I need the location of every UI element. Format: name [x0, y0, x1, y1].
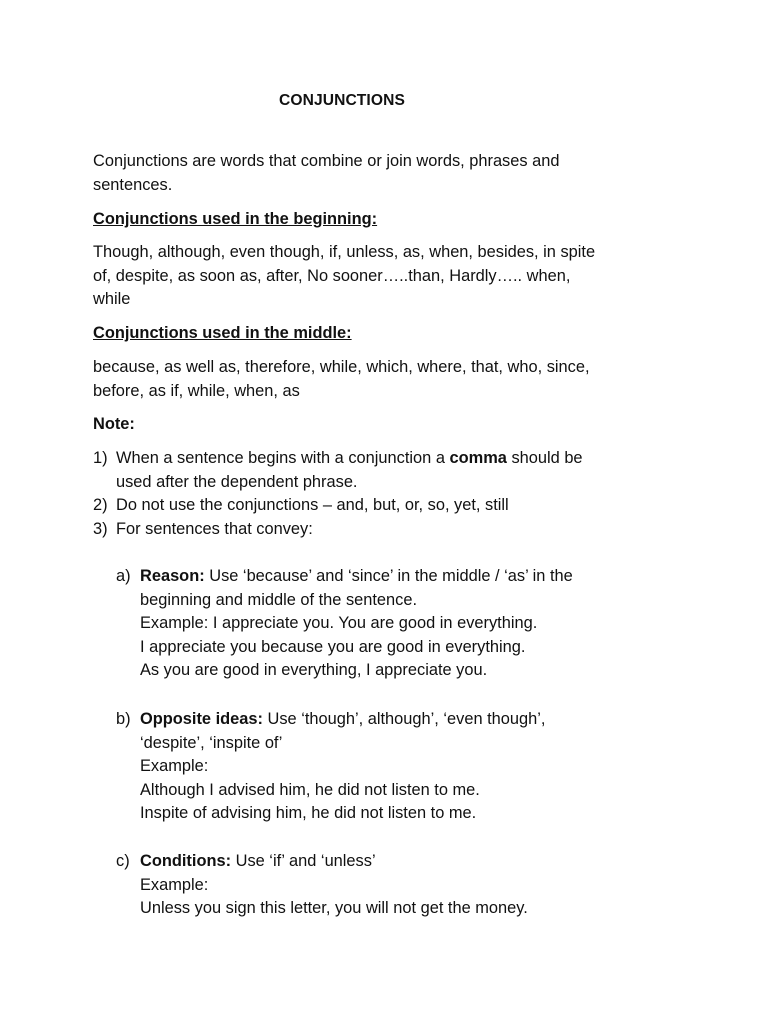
note-item-1-line: used after the dependent phrase. — [116, 472, 358, 491]
note-heading: Note: — [93, 415, 135, 433]
list-marker: 1) — [93, 449, 108, 467]
subitem-line — [140, 850, 696, 874]
subitem-first-text: Use ‘though’, although’, ‘even though’, — [262, 710, 546, 728]
list-marker: a) — [116, 567, 131, 585]
subitem-reason — [116, 565, 696, 683]
subitem-line: Example: I appreciate you. You are good in everything. — [140, 614, 538, 633]
beginning-line: of, despite, as soon as, after, No sooner…..than, Hardly….. when, — [93, 266, 571, 285]
list-marker: 2) — [93, 496, 108, 514]
subitem-line: ‘despite’, ‘inspite of’ — [140, 733, 283, 752]
note-item-2-text: Do not use the conjunctions – and, but, or, so, yet, still — [116, 496, 509, 514]
subitem-line: Example: — [140, 757, 209, 776]
middle-line: because, as well as, therefore, while, which, where, that, who, since, — [93, 358, 590, 376]
note-item-2 — [93, 494, 693, 518]
middle-heading: Conjunctions used in the middle: — [93, 324, 352, 342]
note-item-3 — [93, 518, 693, 542]
subitem-label: Conditions: — [140, 852, 232, 870]
subitem-label: Reason: — [140, 567, 205, 585]
intro-line: sentences. — [93, 175, 173, 194]
page-title: CONJUNCTIONS — [279, 92, 405, 109]
emphasis-comma: comma — [449, 449, 507, 467]
subitem-line: I appreciate you because you are good in everything. — [140, 637, 526, 656]
beginning-line: Though, although, even though, if, unless, as, when, besides, in spite — [93, 243, 596, 261]
note-item-1 — [93, 447, 693, 494]
note-item-1-text-end: should be — [506, 449, 583, 467]
intro-paragraph — [93, 150, 693, 197]
note-item-1-line — [116, 447, 693, 471]
note-item-3-text: For sentences that convey: — [116, 520, 313, 538]
subitem-line: beginning and middle of the sentence. — [140, 590, 418, 609]
subitem-first-text: Use ‘because’ and ‘since’ in the middle / ‘as’ in the — [204, 567, 573, 585]
intro-line: Conjunctions are words that combine or join words, phrases and — [93, 152, 560, 170]
subitem-first-text: Use ‘if’ and ‘unless’ — [231, 852, 376, 870]
subitem-line: Example: — [140, 875, 209, 894]
list-marker: 3) — [93, 520, 108, 538]
subitem-line — [140, 565, 696, 589]
subitem-line: Unless you sign this letter, you will not get the money. — [140, 899, 528, 918]
note-item-1-text: When a sentence begins with a conjunction a — [116, 449, 450, 467]
beginning-heading: Conjunctions used in the beginning: — [93, 210, 378, 228]
subitem-opposite-ideas — [116, 708, 696, 826]
middle-line: before, as if, while, when, as — [93, 381, 300, 400]
subitem-label: Opposite ideas: — [140, 710, 263, 728]
subitem-line: As you are good in everything, I appreciate you. — [140, 661, 488, 680]
subitem-conditions — [116, 850, 696, 921]
beginning-line: while — [93, 290, 131, 309]
beginning-list — [93, 241, 693, 312]
middle-list — [93, 356, 693, 403]
subitem-line: Inspite of advising him, he did not listen to me. — [140, 804, 477, 823]
list-marker: c) — [116, 852, 130, 870]
list-marker: b) — [116, 710, 131, 728]
subitem-line — [140, 708, 696, 732]
subitem-line: Although I advised him, he did not listen to me. — [140, 780, 480, 799]
